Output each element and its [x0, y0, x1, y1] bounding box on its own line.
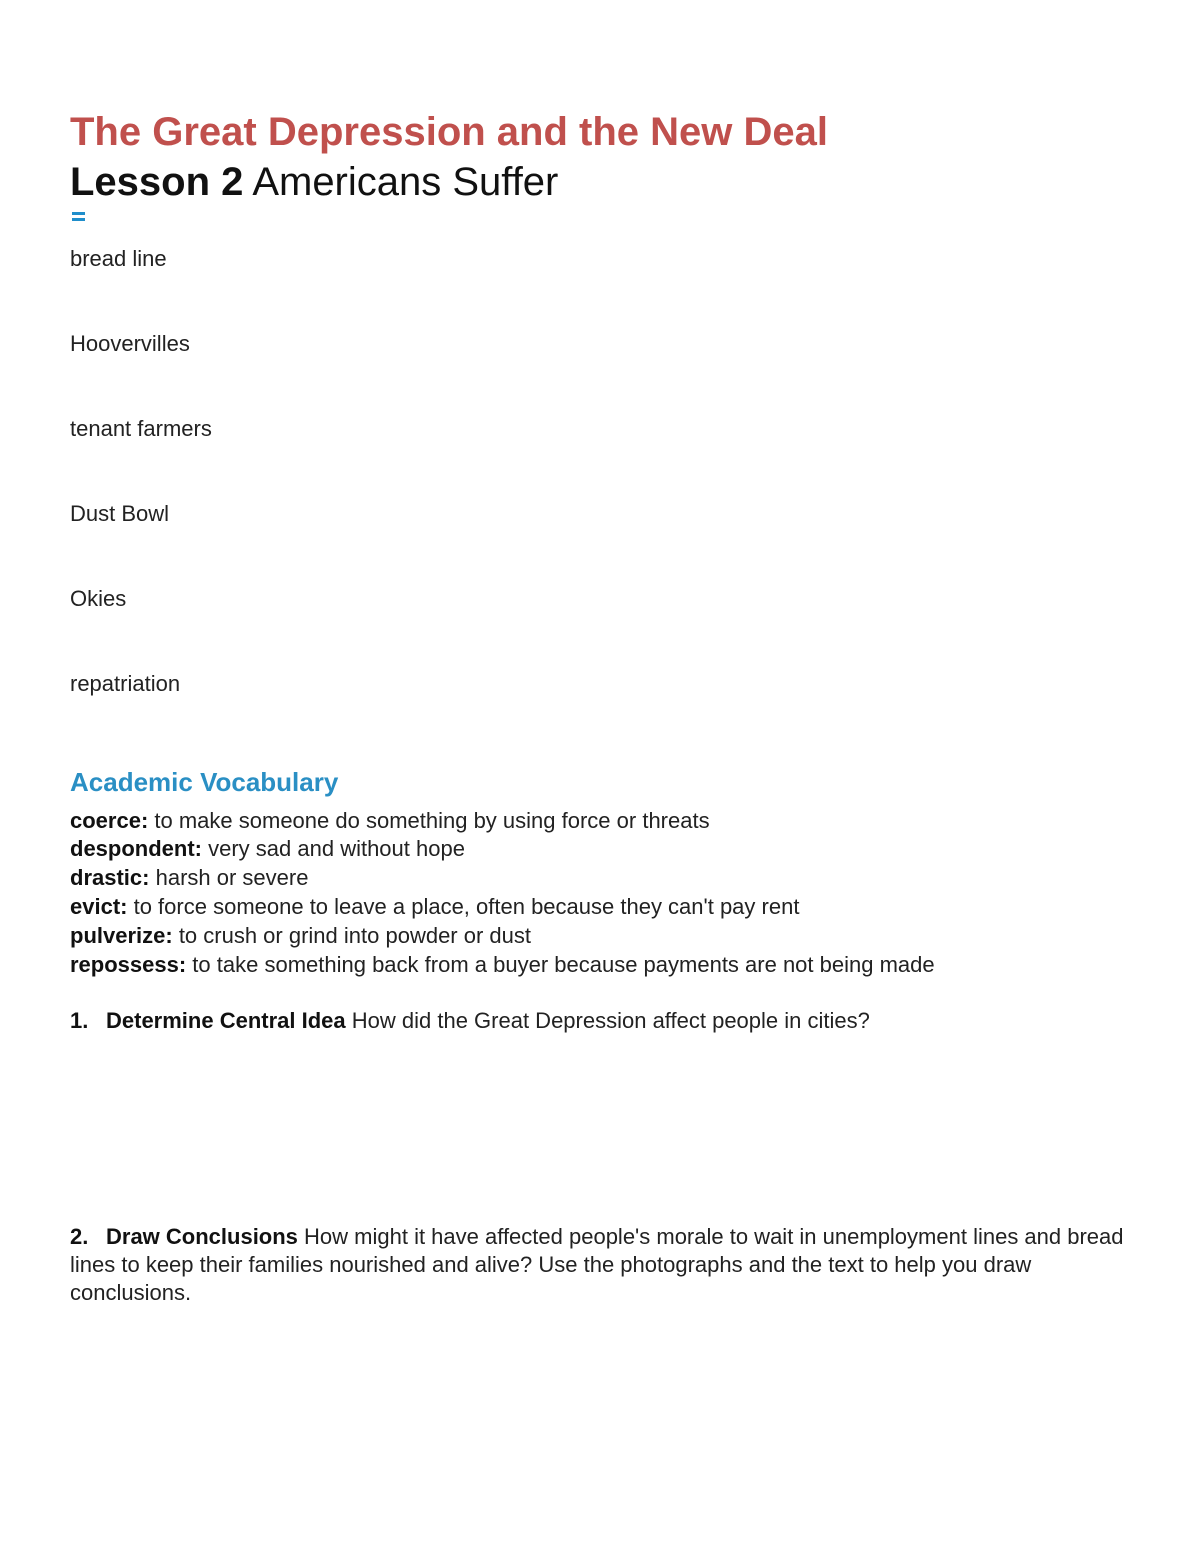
vocab-entry	[70, 807, 710, 835]
vocab-definition: to force someone to leave a place, often because they can't pay rent	[127, 894, 800, 919]
document-title: The Great Depression and the New Deal	[70, 110, 828, 154]
term-item: Dust Bowl	[70, 501, 170, 526]
lesson-title: Americans Suffer	[252, 160, 559, 204]
term-item: Okies	[70, 586, 127, 611]
lesson-number: Lesson 2	[70, 160, 244, 204]
vocab-definition: to crush or grind into powder or dust	[172, 923, 531, 948]
vocab-entry	[70, 922, 531, 950]
term-item: repatriation	[70, 671, 181, 696]
vocab-entry	[70, 893, 799, 921]
vocab-entry	[70, 835, 465, 863]
question-text: How did the Great Depression affect people in cities?	[345, 1008, 870, 1033]
equals-marker-icon	[72, 210, 86, 224]
question-label: Draw Conclusions	[106, 1224, 298, 1249]
vocab-word: repossess:	[70, 952, 187, 977]
vocab-word: pulverize:	[70, 923, 173, 948]
vocab-definition: to make someone do something by using force or threats	[148, 808, 710, 833]
vocab-entry	[70, 951, 935, 979]
question-label: Determine Central Idea	[106, 1008, 346, 1033]
term-item: tenant farmers	[70, 416, 212, 441]
question-text: How might it have affected people's morale to wait in unemployment lines and bread lines to keep their families nourished and alive? Use the photographs and the text to help you draw conclusions.	[70, 1224, 1124, 1305]
question-number: 1.	[70, 1008, 89, 1033]
vocab-definition: to take something back from a buyer because payments are not being made	[186, 952, 935, 977]
vocab-definition: very sad and without hope	[202, 836, 465, 861]
vocab-word: coerce:	[70, 808, 149, 833]
question-2	[70, 1223, 1140, 1307]
vocab-word: despondent:	[70, 836, 202, 861]
academic-vocabulary-heading: Academic Vocabulary	[70, 767, 339, 797]
lesson-heading	[70, 158, 558, 206]
question-1	[70, 1007, 1140, 1035]
term-item: Hoovervilles	[70, 331, 190, 356]
vocab-word: evict:	[70, 894, 128, 919]
vocab-word: drastic:	[70, 865, 150, 890]
question-number: 2.	[70, 1224, 89, 1249]
vocab-entry	[70, 864, 308, 892]
term-item: bread line	[70, 246, 167, 271]
vocab-definition: harsh or severe	[149, 865, 309, 890]
